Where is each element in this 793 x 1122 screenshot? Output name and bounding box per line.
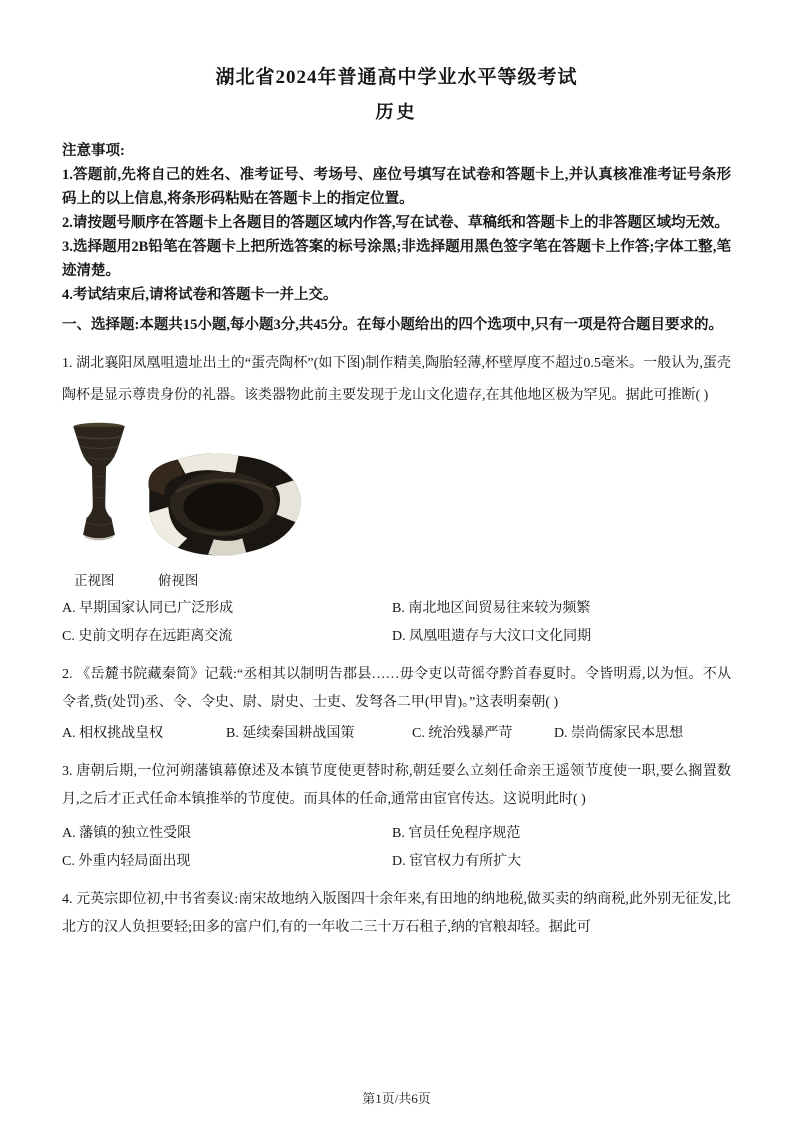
q1-option-a: A. 早期国家认同已广泛形成 <box>62 601 234 616</box>
notice-item-1: 1.答题前,先将自己的姓名、准考证号、考场号、座位号填写在试卷和答题卡上,并认真核准准考证号条形码上的以上信息,将条形码粘贴在答题卡上的指定位置。 <box>62 167 731 207</box>
goblet-front-view-image <box>68 420 130 554</box>
q1-option-c: C. 史前文明存在远距离交流 <box>62 629 233 644</box>
q2-option-a: A. 相权挑战皇权 <box>62 726 164 741</box>
q1-option-d: D. 凤凰咀遗存与大汶口文化同期 <box>392 629 592 644</box>
notice-item-3: 3.选择题用2B铅笔在答题卡上把所选答案的标号涂黑;非选择题用黑色签字笔在答题卡上作答;字体工整,笔迹清楚。 <box>62 239 731 279</box>
q3-option-d: D. 宦官权力有所扩大 <box>392 854 522 869</box>
q3-option-b: B. 官员任免程序规范 <box>392 826 521 841</box>
question-4-text: 4. 元英宗即位初,中书省奏议:南宋故地纳入版图四十余年来,有田地的纳地税,做买卖的纳商税,此外别无征发,比北方的汉人负担要轻;田多的富户们,有的一年收二三十万石租子,纳的官粮却轻。据此可 <box>62 892 731 935</box>
notice-heading: 注意事项: <box>62 143 125 159</box>
q2-option-d: D. 崇尚儒家民本思想 <box>554 726 684 741</box>
exam-title: 湖北省2024年普通高中学业水平等级考试 <box>215 67 578 88</box>
q1-option-b: B. 南北地区间贸易往来较为频繁 <box>392 601 591 616</box>
page-content <box>0 139 793 942</box>
q2-option-c: C. 统治残暴严苛 <box>412 726 513 741</box>
question-2-text: 2. 《岳麓书院藏秦简》记载:“丞相其以制明告郡县……毋令吏以苛徭夺黔首春夏时。令皆明焉,以为恒。不从令者,赀(处罚)丞、令、令史、尉、尉史、士吏、发弩各二甲(甲胄)。”这表明秦朝( ) <box>62 667 731 710</box>
question-1-text: 1. 湖北襄阳凤凰咀遗址出土的“蛋壳陶杯”(如下图)制作精美,陶胎轻薄,杯壁厚度不超过0.5毫米。一般认为,蛋壳陶杯是显示尊贵身份的礼器。该类器物此前主要发现于龙山文化遗存,在其他地区极为罕见。据此可推断( ) <box>62 356 731 403</box>
pottery-figure <box>62 418 731 566</box>
figure-label-front-view: 正视图 <box>74 573 115 588</box>
question-2-options <box>62 720 731 748</box>
q3-option-a: A. 藩镇的独立性受限 <box>62 826 192 841</box>
notice-item-2: 2.请按题号顺序在答题卡上各题目的答题区域内作答,写在试卷、草稿纸和答题卡上的非答题区域均无效。 <box>62 215 729 231</box>
page-footer: 第1页/共6页 <box>362 1091 431 1106</box>
question-3-options <box>62 820 731 876</box>
question-1-options <box>62 595 731 651</box>
notice-item-4: 4.考试结束后,请将试卷和答题卡一并上交。 <box>62 287 338 303</box>
cup-top-view-image <box>132 450 308 562</box>
figure-label-top-view: 俯视图 <box>157 573 199 588</box>
question-3-text: 3. 唐朝后期,一位河朔藩镇幕僚述及本镇节度使更替时称,朝廷要么立刻任命亲王遥领节度使一职,要么搁置数月,之后才正式任命本镇推举的节度使。而具体的任命,通常由宦官传达。这说明此时( ) <box>62 764 731 807</box>
q2-option-b: B. 延续秦国耕战国策 <box>226 726 355 741</box>
exam-subject: 历史 <box>375 102 418 122</box>
q3-option-c: C. 外重内轻局面出现 <box>62 854 191 869</box>
figure-captions <box>62 569 731 589</box>
section-heading: 一、选择题:本题共15小题,每小题3分,共45分。在每小题给出的四个选项中,只有一项是符合题目要求的。 <box>62 317 723 333</box>
